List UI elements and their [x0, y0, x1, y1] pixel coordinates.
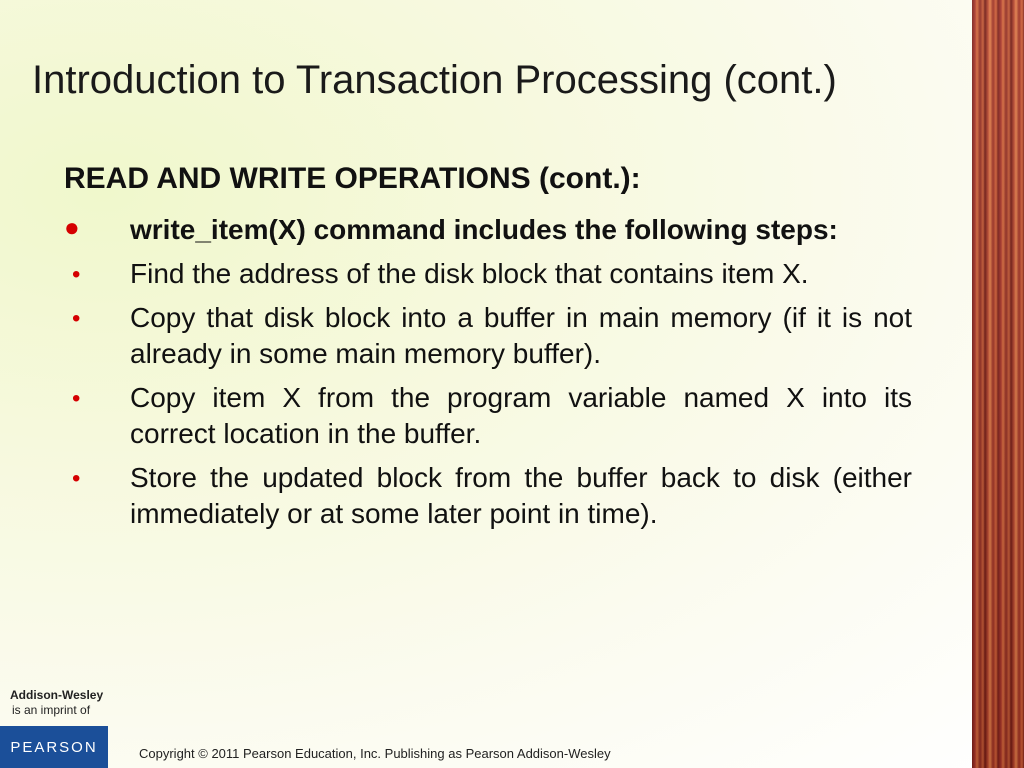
list-item — [64, 460, 912, 532]
list-item — [64, 256, 912, 292]
list-item-text: Find the address of the disk block that contains item X. — [130, 258, 809, 289]
section-heading: READ AND WRITE OPERATIONS (cont.): — [64, 162, 641, 195]
bullet-dot-icon: ● — [64, 212, 80, 242]
imprint-text: is an imprint of — [12, 703, 91, 717]
bullet-dot-icon: • — [72, 465, 81, 492]
bullet-dot-icon: • — [72, 305, 81, 332]
list-item-text: write_item(X) command includes the following steps: — [130, 214, 838, 245]
bullet-dot-icon: • — [72, 261, 81, 288]
list-item — [64, 212, 912, 248]
list-item — [64, 300, 912, 372]
bullet-list — [64, 212, 912, 540]
slide-title: Introduction to Transaction Processing (cont.) — [32, 58, 837, 102]
list-item-text: Store the updated block from the buffer back to disk (either immediately or at some later point in time). — [130, 462, 912, 529]
list-item — [64, 380, 912, 452]
decorative-stripe — [972, 0, 1024, 768]
addison-wesley-logo: Addison-Wesley — [10, 688, 104, 702]
list-item-text: Copy item X from the program variable named X into its correct location in the buffer. — [130, 382, 912, 449]
bullet-dot-icon: • — [72, 385, 81, 412]
copyright-notice: Copyright © 2011 Pearson Education, Inc. Publishing as Pearson Addison-Wesley — [139, 746, 611, 761]
list-item-text: Copy that disk block into a buffer in main memory (if it is not already in some main memory buffer). — [130, 302, 912, 369]
pearson-logo: PEARSON — [0, 726, 108, 768]
